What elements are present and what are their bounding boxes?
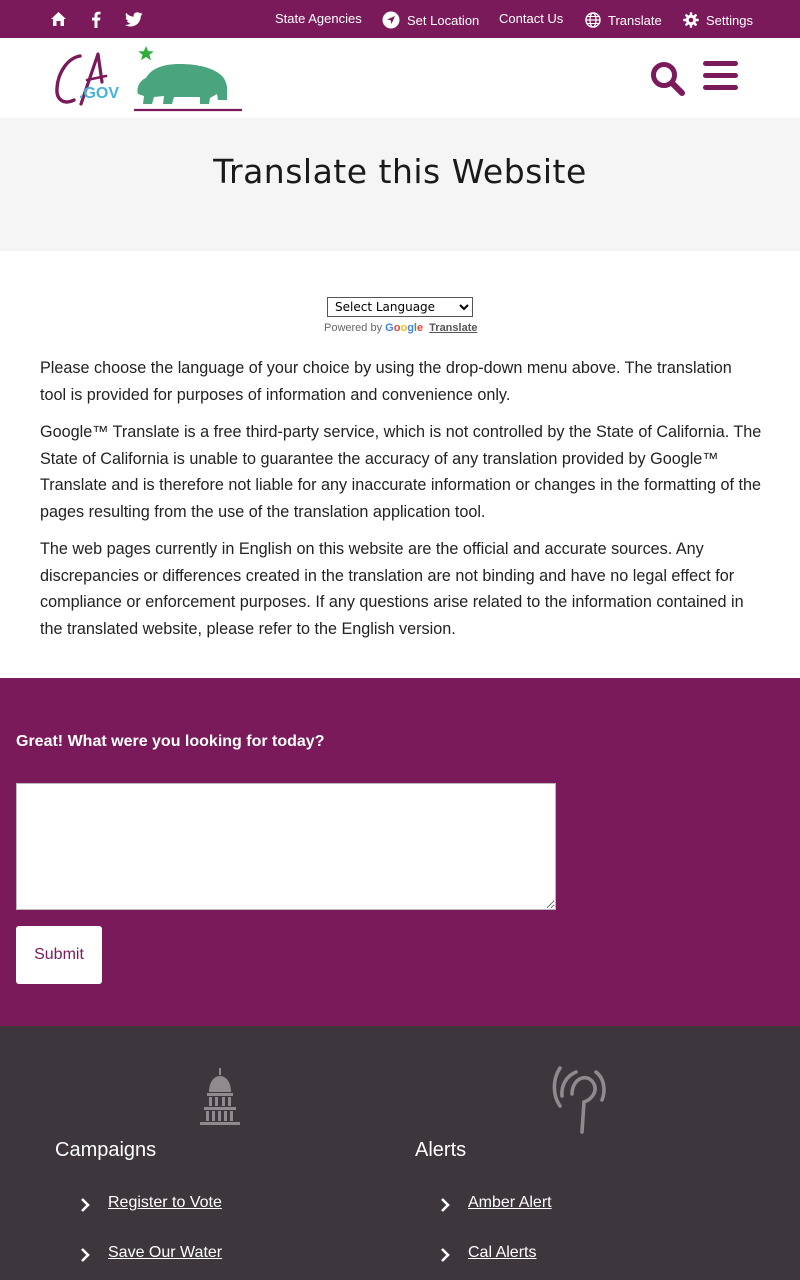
state-agencies-label: State Agencies	[275, 11, 362, 26]
submit-button[interactable]: Submit	[16, 926, 102, 984]
translate-link[interactable]	[585, 12, 662, 28]
site-header	[0, 38, 800, 118]
register-to-vote-link[interactable]: Register to Vote	[108, 1194, 222, 1211]
language-select[interactable]	[327, 297, 473, 317]
location-icon	[382, 11, 400, 29]
chevron-right-icon	[80, 1248, 90, 1262]
disclaimer-paragraph: The web pages currently in English on this website are the official and accurate sources. Any discrepancies or differences created in the translation are not binding and have no legal effect for compliance or enforcement purposes. If any questions arise related to the information contained in the translated website, please refer to the English version.	[40, 540, 744, 638]
page-title-band	[0, 118, 800, 251]
contact-us-link[interactable]	[499, 11, 563, 26]
settings-label: Settings	[706, 12, 753, 28]
capitol-dome-icon	[197, 1066, 243, 1126]
twitter-icon	[125, 12, 143, 27]
campaigns-column	[55, 1026, 415, 1280]
state-agencies-link[interactable]	[275, 11, 362, 26]
save-our-water-link[interactable]: Save Our Water	[108, 1244, 223, 1261]
hamburger-menu-button[interactable]	[702, 60, 740, 94]
utility-bar	[0, 0, 800, 38]
powered-by-label: Powered by	[324, 322, 383, 334]
gov-logo-text: .GOV	[79, 85, 120, 102]
site-footer	[0, 1026, 800, 1280]
alerts-column	[415, 1026, 775, 1280]
disclaimer-paragraph: Google™ Translate is a free third-party service, which is not controlled by the State of California. The State of California is unable to guarantee the accuracy of any translation provided by Google™ Translate and is therefore not liable for any inaccurate information or changes in the formatting of the pages resulting from the use of the translation application tool.	[40, 423, 762, 521]
home-link[interactable]	[50, 11, 67, 27]
megaphone-icon	[550, 1066, 608, 1136]
facebook-icon	[91, 11, 101, 28]
bear-icon	[137, 64, 227, 104]
feedback-prompt: Great! What were you looking for today?	[16, 733, 325, 750]
disclaimer-paragraph: Please choose the language of your choice by using the drop-down menu above. The translation tool is provided for purposes of information and convenience only.	[40, 359, 732, 404]
amber-alert-link[interactable]: Amber Alert	[468, 1194, 552, 1211]
feedback-section	[0, 678, 800, 1026]
cal-alerts-link[interactable]: Cal Alerts	[468, 1244, 537, 1261]
star-icon	[138, 46, 154, 60]
set-location-label: Set Location	[407, 12, 480, 28]
chevron-right-icon	[440, 1198, 450, 1212]
search-button[interactable]	[649, 60, 687, 98]
feedback-textarea[interactable]	[16, 783, 556, 910]
alerts-heading: Alerts	[415, 1139, 467, 1161]
translate-label: Translate	[608, 12, 662, 28]
contact-us-label: Contact Us	[499, 11, 564, 26]
menu-bar	[703, 85, 738, 90]
twitter-link[interactable]	[125, 12, 143, 27]
menu-bar	[703, 73, 738, 78]
settings-link[interactable]	[683, 12, 753, 28]
set-location-link[interactable]	[382, 11, 479, 29]
page-title: Translate this Website	[213, 152, 587, 191]
campaigns-heading: Campaigns	[55, 1139, 157, 1161]
google-translate-link[interactable]: Translate	[429, 322, 478, 334]
chevron-right-icon	[440, 1248, 450, 1262]
powered-by-google	[324, 322, 477, 334]
facebook-link[interactable]	[91, 11, 101, 28]
translation-disclaimer	[40, 355, 762, 653]
gear-icon	[683, 12, 699, 28]
ca-gov-logo[interactable]	[54, 42, 244, 112]
menu-bar	[703, 61, 738, 66]
home-icon	[50, 11, 67, 27]
chevron-right-icon	[80, 1198, 90, 1212]
globe-icon	[585, 12, 601, 28]
google-logo: Google	[385, 322, 424, 334]
